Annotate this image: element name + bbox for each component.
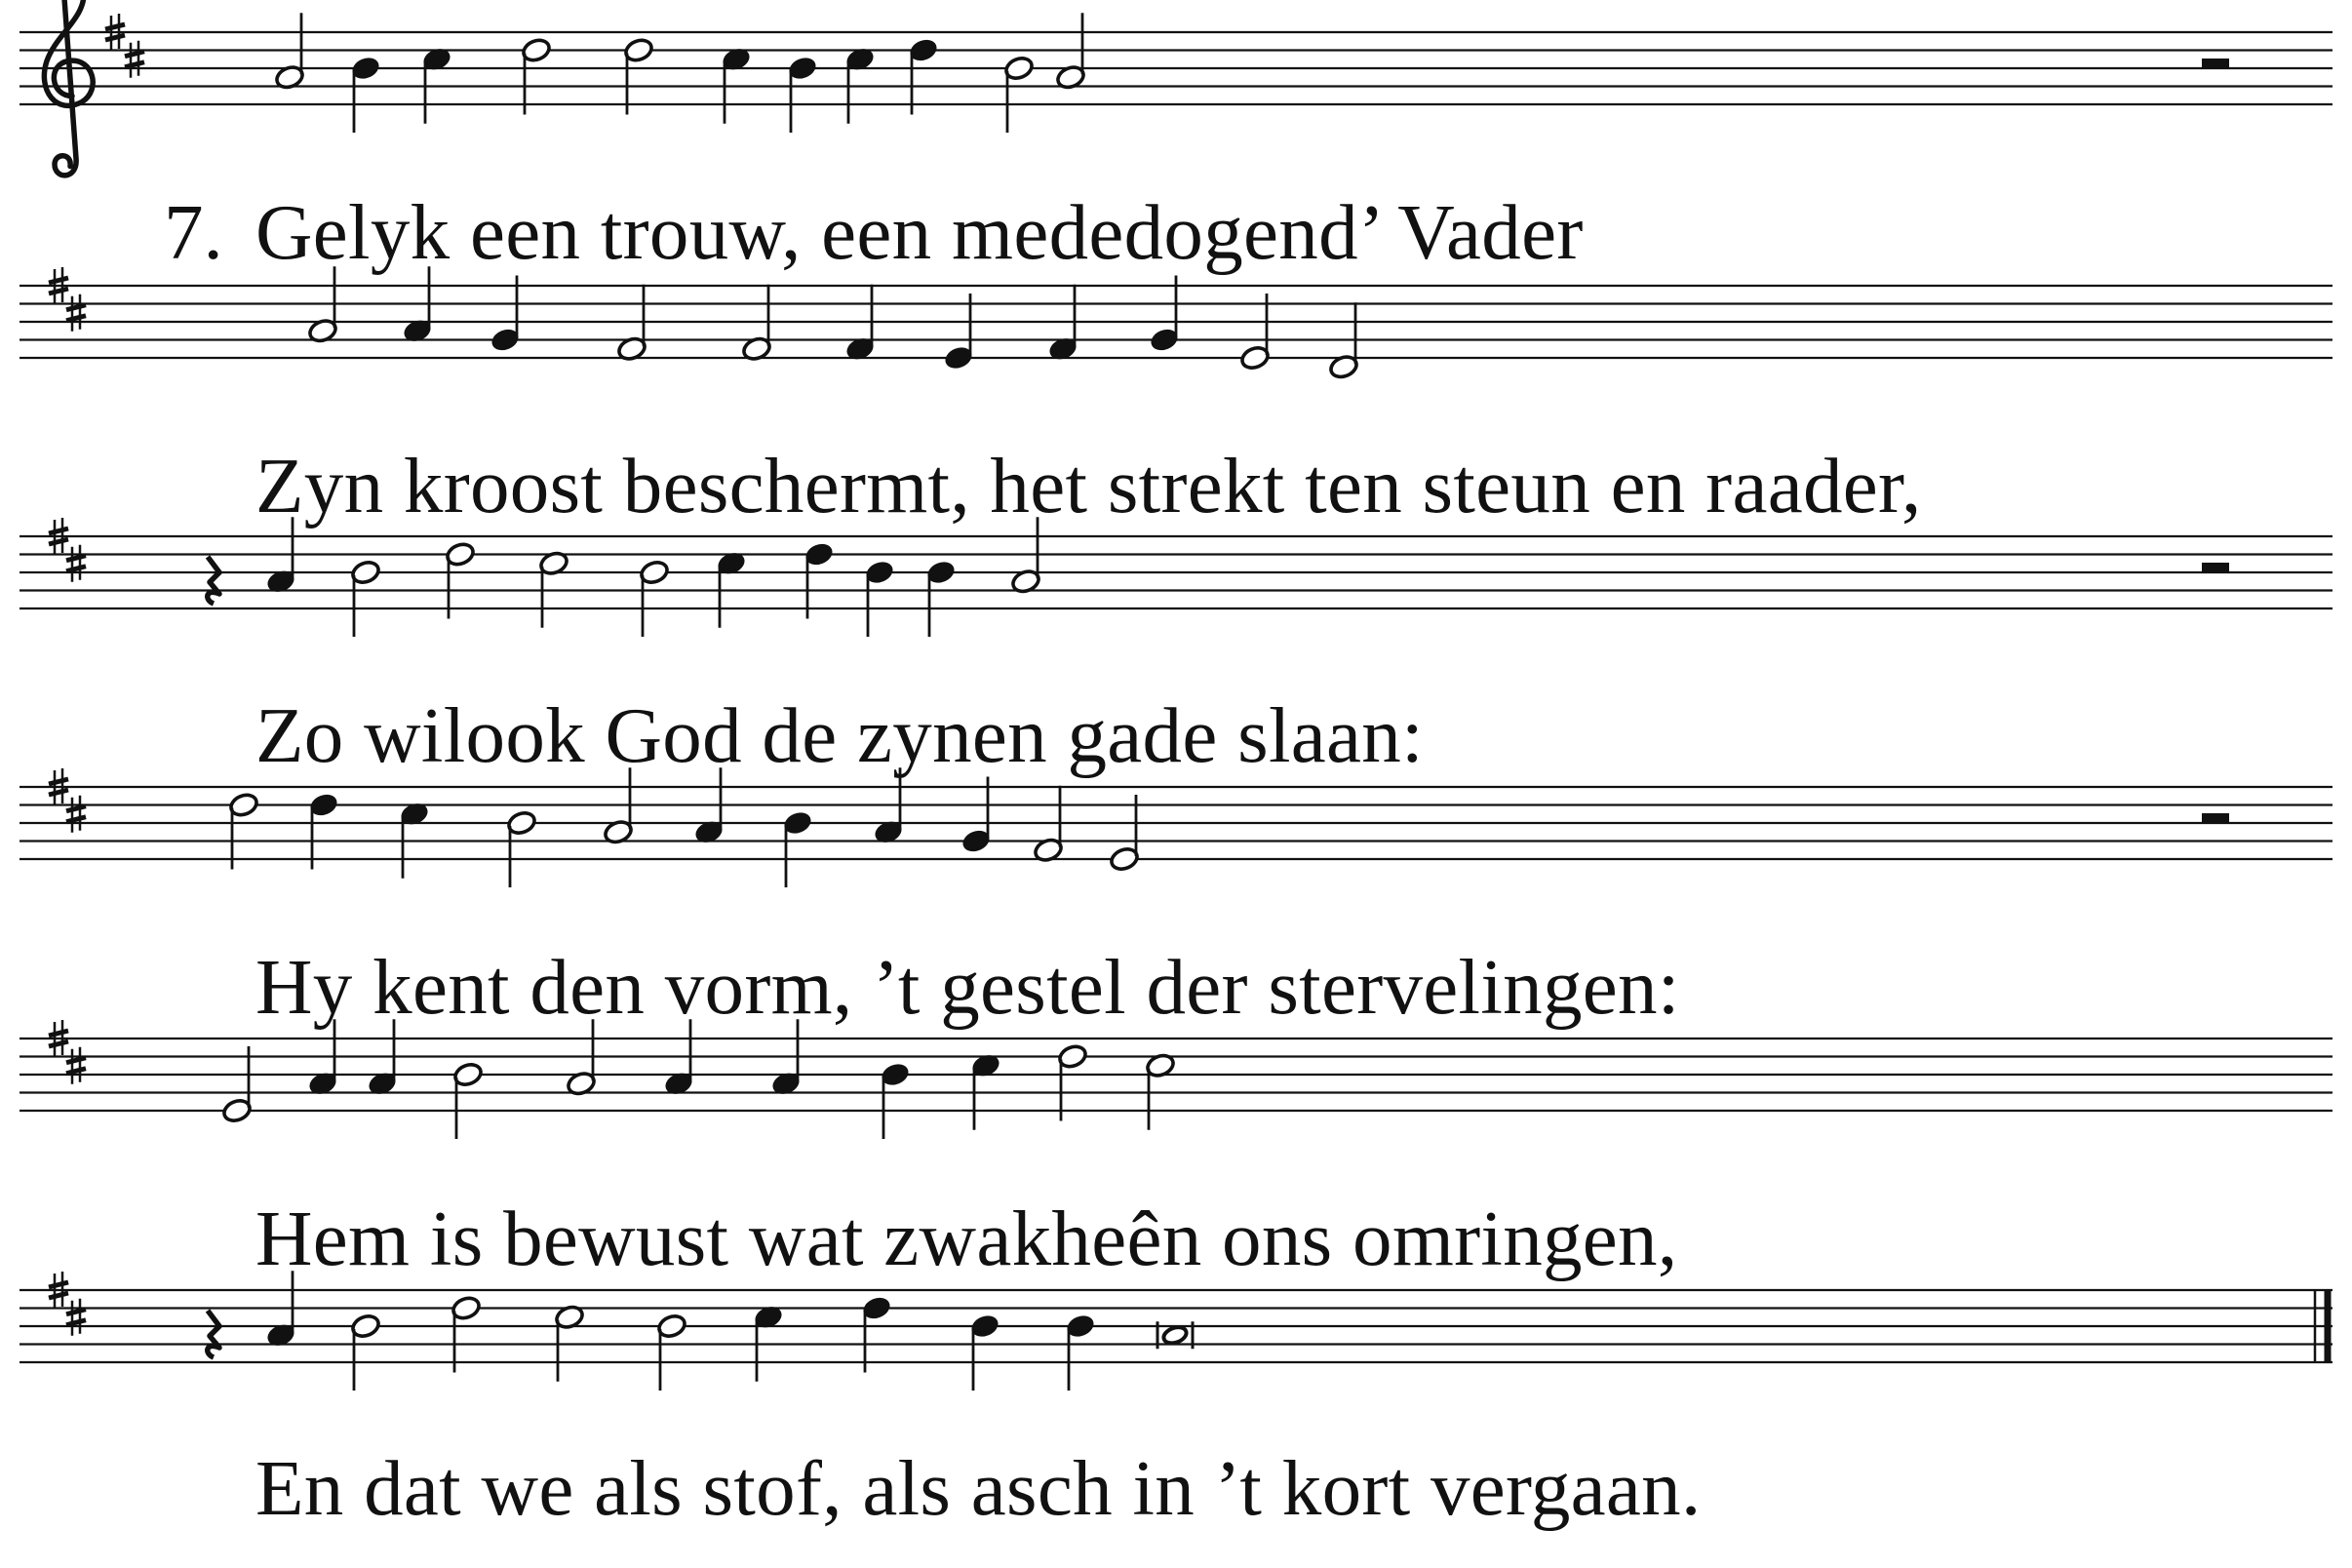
- lyric-line-6: En dat we als stof, als asch in ’t kort vergaan.: [255, 1444, 1702, 1532]
- half-rest: [2202, 813, 2229, 823]
- lyric-line-3: Zo wilook God de zynen gade slaan:: [255, 691, 1424, 779]
- breve-note: [1161, 1324, 1189, 1346]
- lyric-line-4: Hy kent den vorm, ’t gestel der stervelingen:: [255, 943, 1680, 1031]
- sharp-c-icon: [66, 545, 86, 582]
- sharp-c-icon: [125, 41, 144, 78]
- verse-number: 7.: [164, 188, 223, 276]
- lyric-line-1: Gelyk een trouw, een mededogend’ Vader: [255, 188, 1584, 276]
- sharp-c-icon: [66, 1299, 86, 1336]
- half-rest: [2202, 59, 2229, 68]
- quarter-rest: [208, 1311, 219, 1357]
- treble-clef-icon: [44, 0, 93, 176]
- sharp-c-icon: [66, 294, 86, 332]
- lyric-line-2: Zyn kroost beschermt, het strekt ten steun en raader,: [255, 442, 1922, 529]
- sharp-c-icon: [66, 1047, 86, 1084]
- quarter-rest: [208, 557, 219, 604]
- sharp-c-icon: [66, 796, 86, 833]
- lyric-line-5: Hem is bewust wat zwakheên ons omringen,: [255, 1195, 1678, 1282]
- half-rest: [2202, 563, 2229, 572]
